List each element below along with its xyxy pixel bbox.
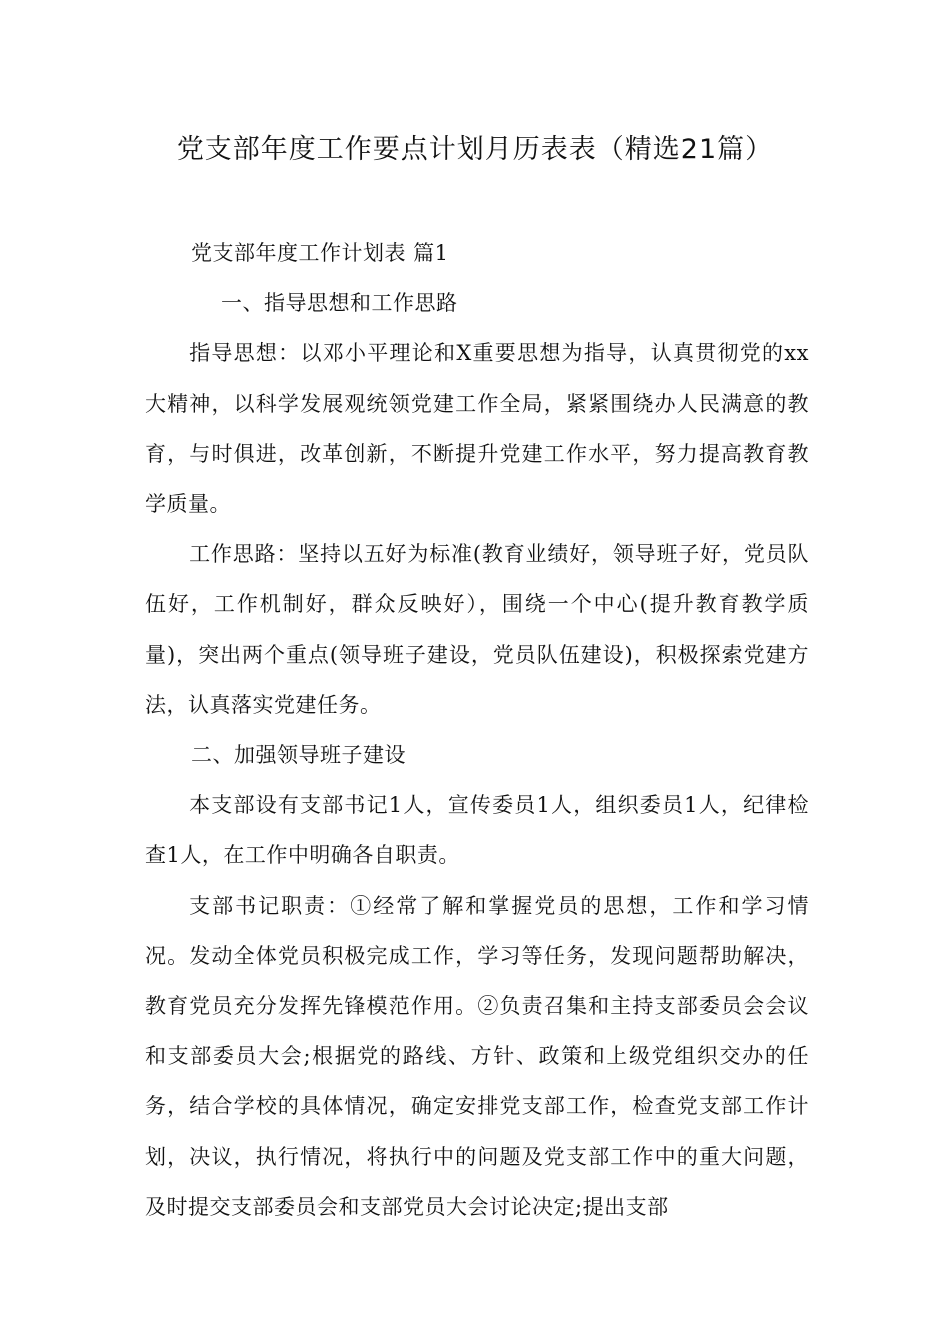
subheading-guiding-ideology: 一、指导思想和工作思路 [221, 291, 458, 316]
paragraph-branch-structure: 本支部设有支部书记1人，宣传委员1人，组织委员1人，纪律检查1人，在工作中明确各自职责。 [145, 793, 809, 868]
subheading-leadership: 二、加强领导班子建设 [191, 743, 406, 768]
document-title: 党支部年度工作要点计划月历表表（精选21篇） [176, 134, 774, 165]
paragraph-secretary-duties: 支部书记职责：①经常了解和掌握党员的思想，工作和学习情况。发动全体党员积极完成工作，学习等任务，发现问题帮助解决，教育党员充分发挥先锋模范作用。②负责召集和主持支部委员会会议和支部委员大会;根据党的路线、方针、政策和上级党组织交办的任务，结合学校的具体情况，确定安排党支部工作，检查党支部工作计划，决议，执行情况，将执行中的问题及党支部工作中的重大问题，及时提交支部委员会和支部党员大会讨论决定;提出支部 [145, 893, 809, 1219]
document-body [145, 228, 809, 1232]
section-heading: 党支部年度工作计划表 篇1 [191, 241, 449, 265]
paragraph-guiding-ideology: 指导思想：以邓小平理论和X重要思想为指导，认真贯彻党的xx大精神，以科学发展观统领党建工作全局，紧紧围绕办人民满意的教育，与时俱进，改革创新，不断提升党建工作水平，努力提高教育教学质量。 [145, 341, 809, 517]
paragraph-work-approach: 工作思路：坚持以五好为标准(教育业绩好，领导班子好，党员队伍好，工作机制好，群众反映好），围绕一个中心(提升教育教学质量)，突出两个重点(领导班子建设，党员队伍建设)，积极探索党建方法，认真落实党建任务。 [145, 542, 809, 717]
